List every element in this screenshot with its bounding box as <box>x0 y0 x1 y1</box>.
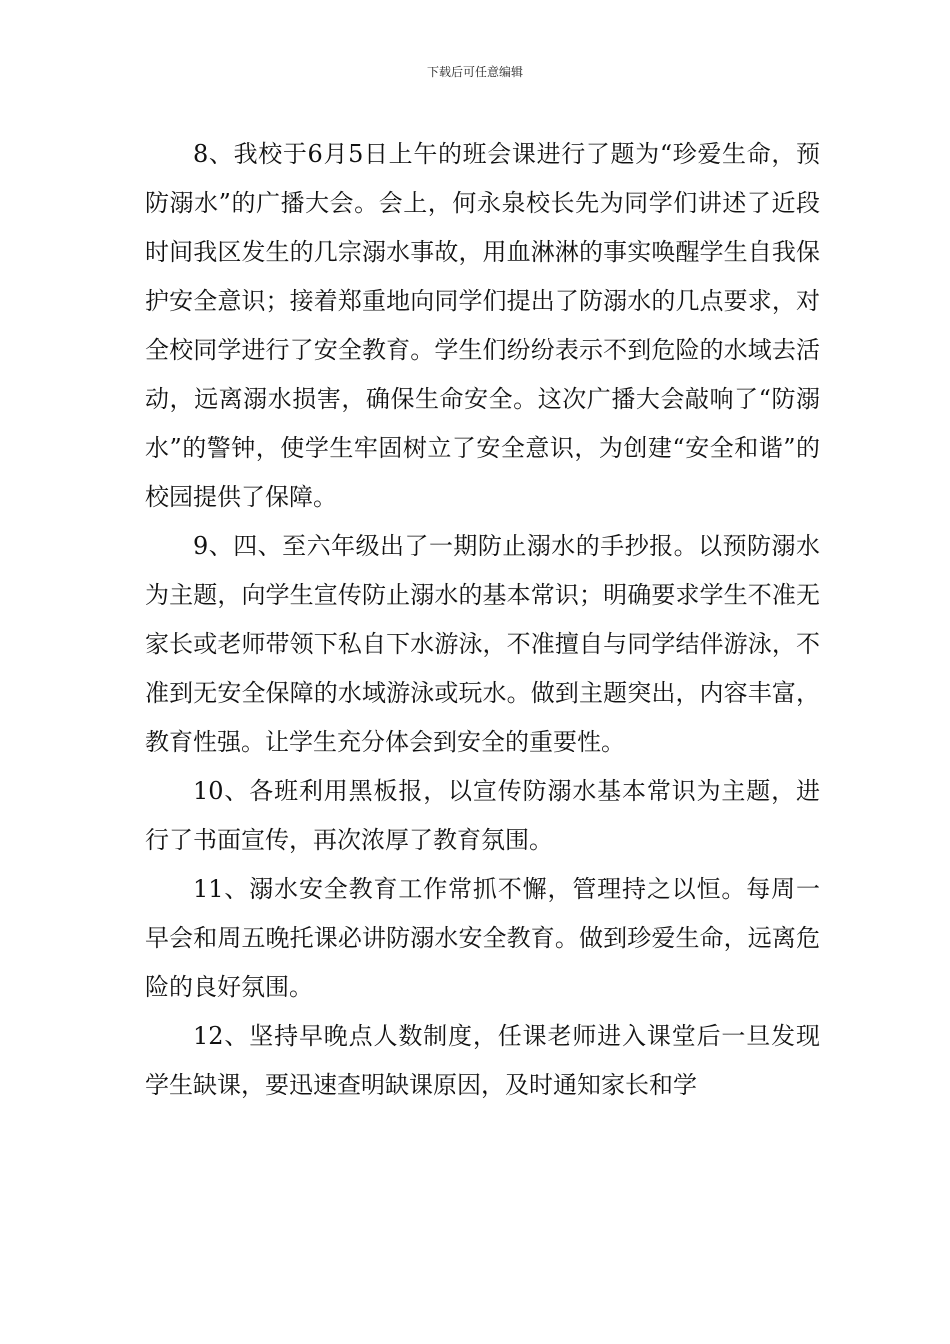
paragraph-8: 8、我校于6月5日上午的班会课进行了题为“珍爱生命，预防溺水”的广播大会。会上，何永泉校长先为同学们讲述了近段时间我区发生的几宗溺水事故，用血淋淋的事实唤醒学生自我保护安全意识；接着郑重地向同学们提出了防溺水的几点要求，对全校同学进行了安全教育。学生们纷纷表示不到危险的水域去活动，远离溺水损害，确保生命安全。这次广播大会敲响了“防溺水”的警钟，使学生牢固树立了安全意识，为创建“安全和谐”的校园提供了保障。 <box>145 140 820 511</box>
paragraph-12: 12、坚持早晚点人数制度，任课老师进入课堂后一旦发现学生缺课，要迅速查明缺课原因，及时通知家长和学 <box>145 1022 820 1099</box>
paragraph-10: 10、各班利用黑板报，以宣传防溺水基本常识为主题，进行了书面宣传，再次浓厚了教育氛围。 <box>145 777 820 854</box>
paragraph-9: 9、四、至六年级出了一期防止溺水的手抄报。以预防溺水为主题，向学生宣传防止溺水的基本常识；明确要求学生不准无家长或老师带领下私自下水游泳，不准擅自与同学结伴游泳，不准到无安全保障的水域游泳或玩水。做到主题突出，内容丰富，教育性强。让学生充分体会到安全的重要性。 <box>145 532 820 756</box>
paragraph-11: 11、溺水安全教育工作常抓不懈，管理持之以恒。每周一早会和周五晚托课必讲防溺水安全教育。做到珍爱生命，远离危险的良好氛围。 <box>145 875 820 1001</box>
document-body <box>145 130 820 1110</box>
header-note: 下载后可任意编辑 <box>426 65 523 79</box>
